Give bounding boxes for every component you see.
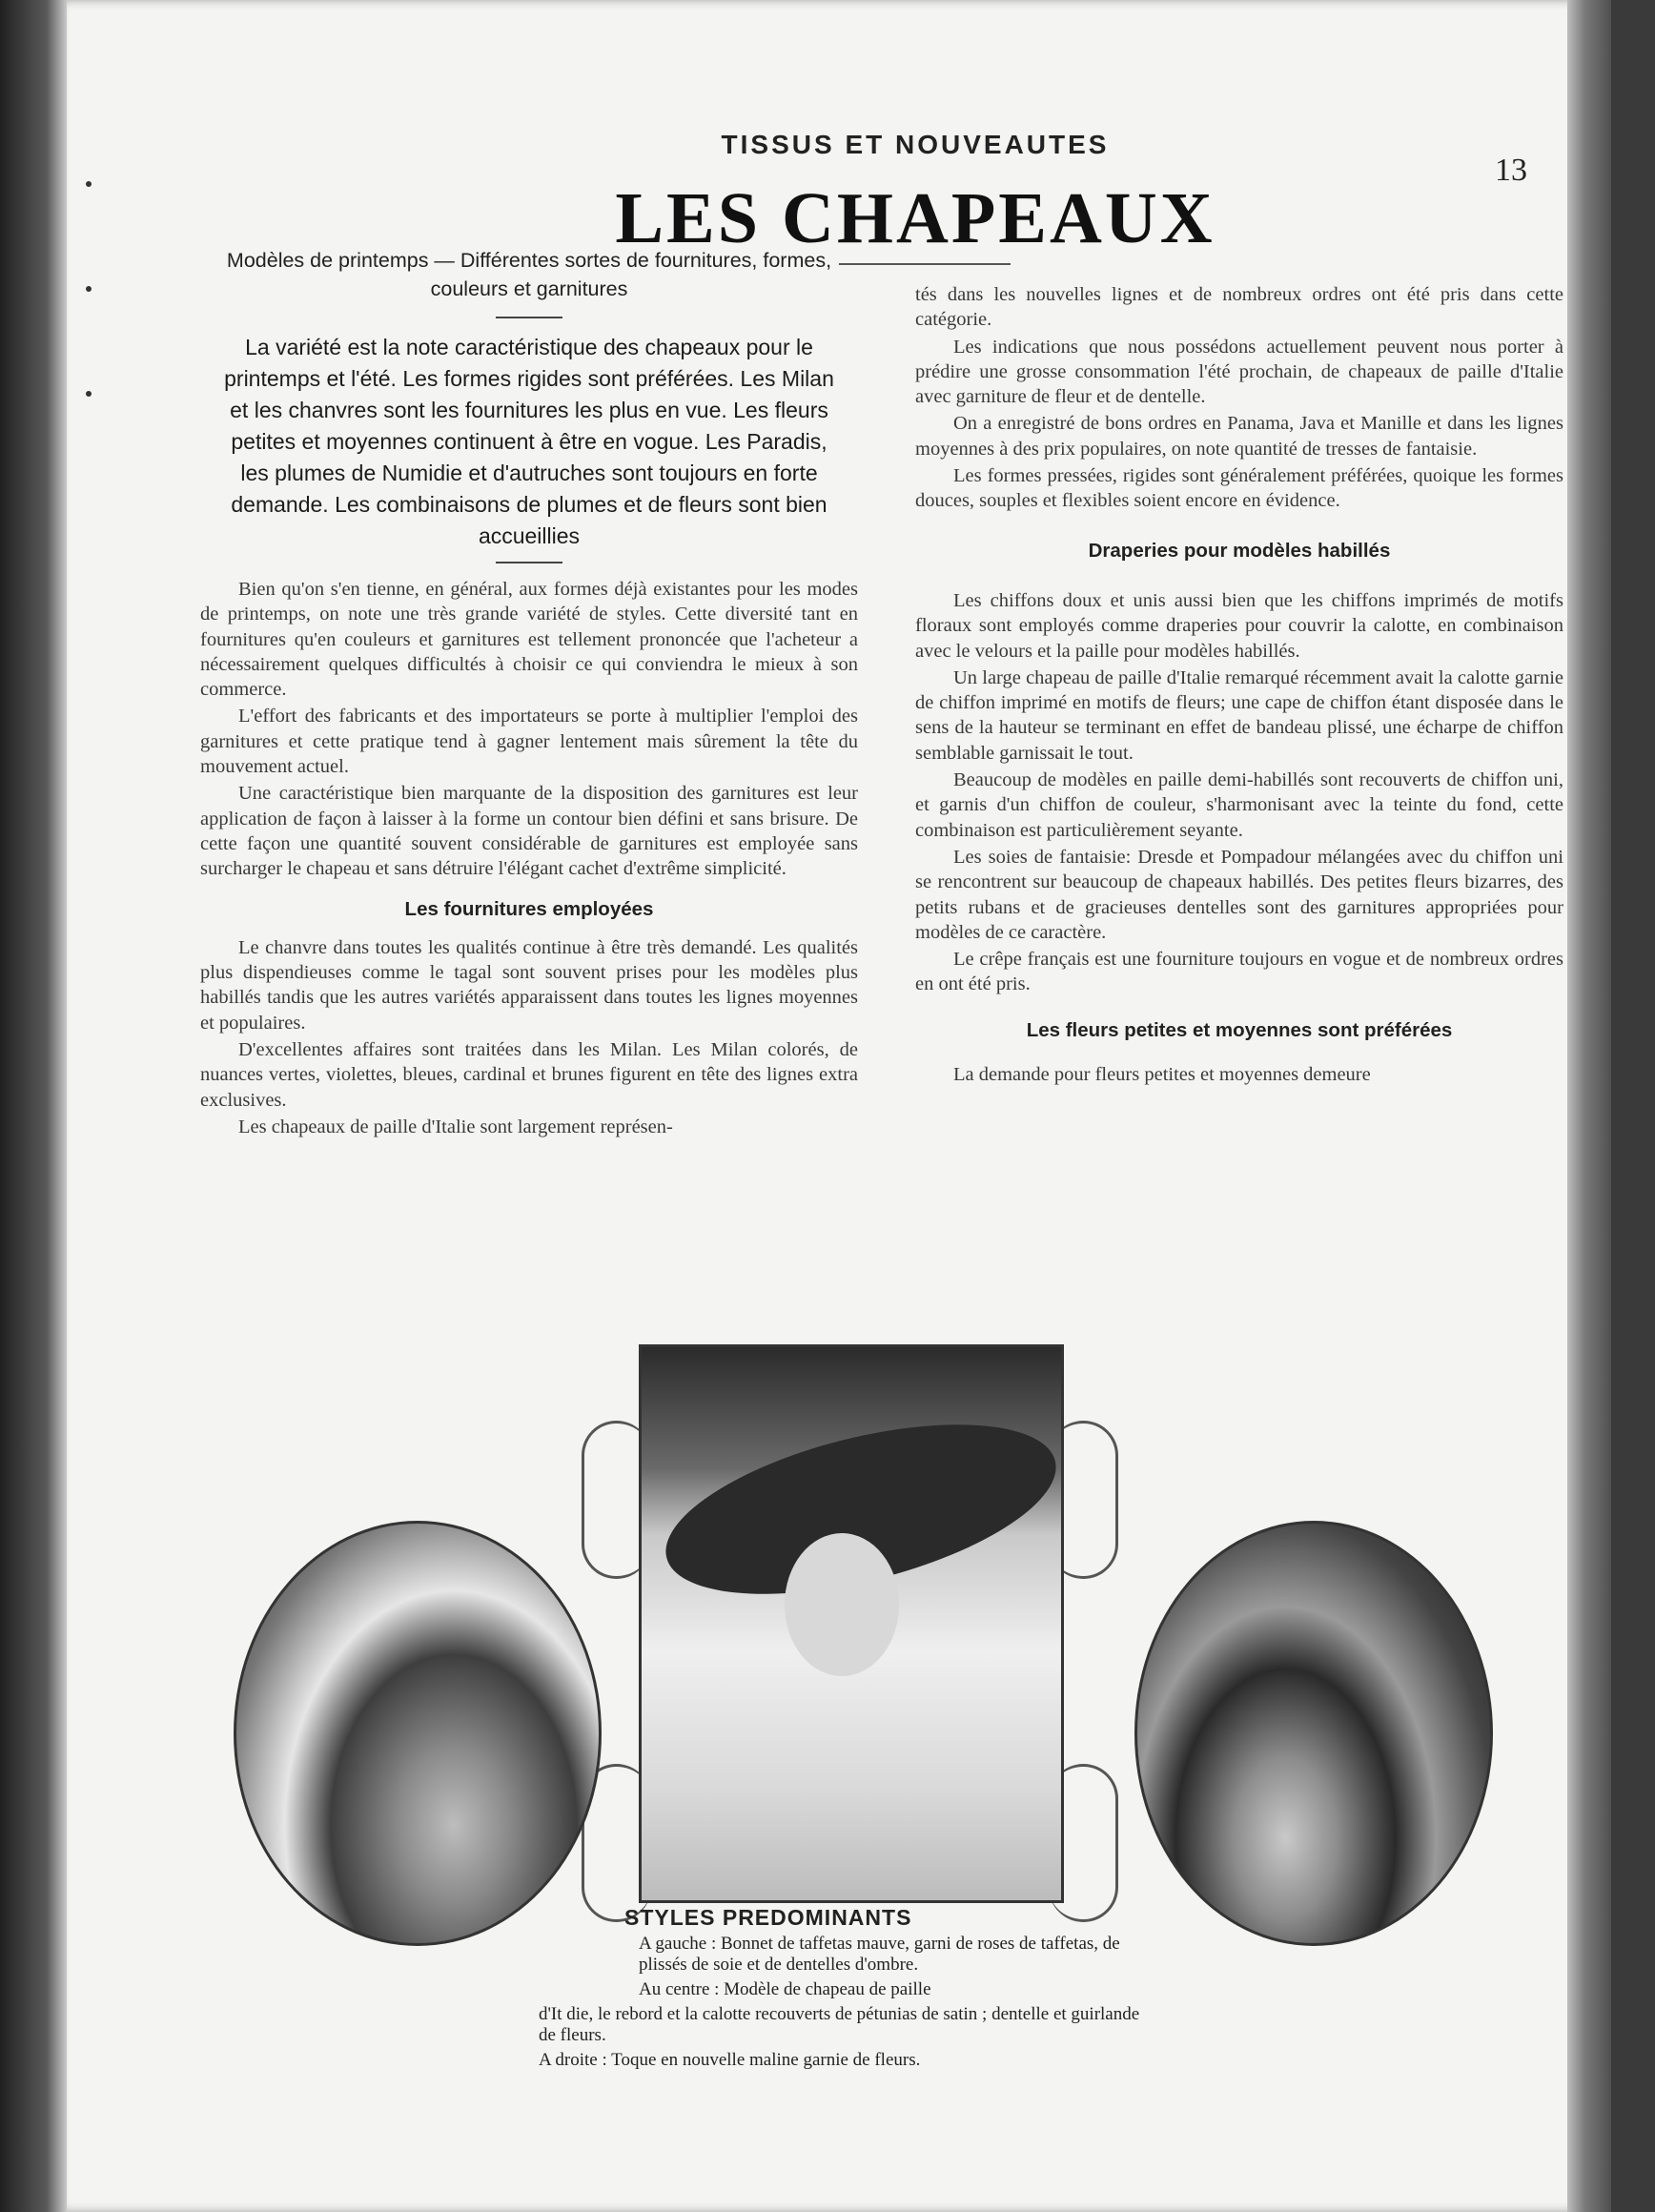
right-column <box>915 282 1563 1089</box>
section-heading: Les fournitures employées <box>404 897 654 920</box>
paragraph: Un large chapeau de paille d'Italie remarqué récemment avait la calotte garnie de chiffon imprimé en motifs de fleurs; une cape de chiffon étant disposée dans le sens de la hauteur se terminant en effet de bandeau plissé, une écharpe de chiffon semblable garnissait le tout. <box>915 666 1563 764</box>
paragraph: Le chanvre dans toutes les qualités continue à être très demandé. Les qualités plus dispendieuses comme le tagal sont souvent prises pour les modèles plus habillés tandis que les autres variétés apparaissent dans toutes les lignes moyennes et populaires. <box>200 936 858 1034</box>
photo-left-bonnet <box>234 1521 602 1946</box>
paragraph: Le crêpe français est une fourniture toujours en vogue et de nombreux ordres en ont été pris. <box>915 949 1563 995</box>
caption-center-line2: d'It die, le rebord et la calotte recouverts de pétunias de satin ; dentelle et guirlande de fleurs. <box>539 2004 1140 2045</box>
article-subtitle: Modèles de printemps — Différentes sortes de fournitures, formes, couleurs et garnitures <box>226 249 832 300</box>
photo-center-hat <box>639 1344 1064 1903</box>
section-heading: Les fleurs petites et moyennes sont préférées <box>1026 1018 1453 1041</box>
paragraph: La demande pour fleurs petites et moyennes demeure <box>953 1064 1371 1086</box>
photo-right-toque <box>1134 1521 1493 1946</box>
caption-right: A droite : Toque en nouvelle maline garnie de fleurs. <box>539 2050 921 2070</box>
paragraph: tés dans les nouvelles lignes et de nombreux ordres ont été pris dans cette catégorie. <box>915 284 1563 331</box>
photo-caption <box>539 1907 1158 2075</box>
caption-title: STYLES PREDOMINANTS <box>624 1905 912 1930</box>
book-binding <box>0 0 67 2212</box>
paragraph: Bien qu'on s'en tienne, en général, aux formes déjà existantes pour les modes de printemps, on note une très grande variété de styles. Cette diversité tant en fournitures qu'en couleurs et garnitures est tellement prononcée que l'acheteur a nécessairement quelques difficultés à choisir ce qui conviendra le mieux à son commerce. <box>200 579 858 701</box>
paragraph: On a enregistré de bons ordres en Panama, Java et Manille et dans les lignes moyennes à des prix populaires, on note quantité de tresses de fantaisie. <box>915 413 1563 460</box>
photo-montage <box>205 1344 1502 1936</box>
paragraph: L'effort des fabricants et des importateurs se porte à multiplier l'emploi des garnitures et cette pratique tend à gagner lentement mais sûrement la tête du mouvement actuel. <box>200 706 858 778</box>
paragraph: Les chiffons doux et unis aussi bien que les chiffons imprimés de motifs floraux sont employés comme draperies pour couvrir la calotte, en combinaison avec le velours et la paille pour modèles habillés. <box>915 589 1563 662</box>
page-edge <box>1567 0 1611 2212</box>
paragraph: Beaucoup de modèles en paille demi-habillés sont recouverts de chiffon uni, et garnis d'un chiffon de couleur, s'harmonisant avec la teinte du fond, cette combinaison est particulièrement seyante. <box>915 769 1563 841</box>
margin-mark <box>86 286 92 292</box>
title-divider <box>839 263 1011 265</box>
article-lead: La variété est la note caractéristique des chapeaux pour le printemps et l'été. Les formes rigides sont préférées. Les Milan et les chanvres sont les fournitures les plus en vue. Les fleurs petites et moyennes continuent à être en vogue. Les Paradis, les plumes de Numidie et d'autruches sont toujours en forte demande. Les combinaisons de plumes et de fleurs sont bien accueillies <box>224 335 834 548</box>
left-column <box>200 246 858 1141</box>
margin-mark <box>86 181 92 187</box>
paragraph: Les indications que nous possédons actuellement peuvent nous porter à prédire une grosse consommation l'été prochain, de chapeaux de paille d'Italie avec garniture de fleur et de dentelle. <box>915 336 1563 408</box>
face-shape <box>785 1533 899 1676</box>
caption-center-line1: Au centre : Modèle de chapeau de paille <box>639 1979 931 1999</box>
paragraph: Une caractéristique bien marquante de la disposition des garnitures est leur application de façon à laisser à la forme un contour bien défini et sans brisure. De cette façon une quantité souvent considérable de garnitures est employée sans surcharger le chapeau et sans détruire l'élégant cachet d'extrême simplicité. <box>200 783 858 880</box>
running-header: TISSUS ET NOUVEAUTES <box>721 130 1110 159</box>
margin-mark <box>86 391 92 397</box>
article-title: LES CHAPEAUX <box>615 178 1216 258</box>
subtitle-divider <box>496 317 562 318</box>
caption-left: A gauche : Bonnet de taffetas mauve, garni de roses de taffetas, de plissés de soie et de dentelles d'ombre. <box>639 1934 1120 1975</box>
paragraph: Les formes pressées, rigides sont généralement préférées, quoique les formes douces, souples et flexibles soient encore en évidence. <box>915 465 1563 512</box>
paragraph: Les chapeaux de paille d'Italie sont largement représen- <box>238 1116 673 1137</box>
section-heading: Draperies pour modèles habillés <box>1088 539 1391 562</box>
lead-divider <box>496 562 562 563</box>
page-number: 13 <box>1495 153 1527 188</box>
paragraph: Les soies de fantaisie: Dresde et Pompadour mélangées avec du chiffon uni se rencontrent sur beaucoup de chapeaux habillés. Des petites fleurs bizarres, des petits rubans et de gracieuses dentelles sont des garnitures appropriées pour modèles de ce caractère. <box>915 846 1563 943</box>
paragraph: D'excellentes affaires sont traitées dans les Milan. Les Milan colorés, de nuances vertes, violettes, bleues, cardinal et brunes figurent en tête des lignes extra exclusives. <box>200 1039 858 1111</box>
